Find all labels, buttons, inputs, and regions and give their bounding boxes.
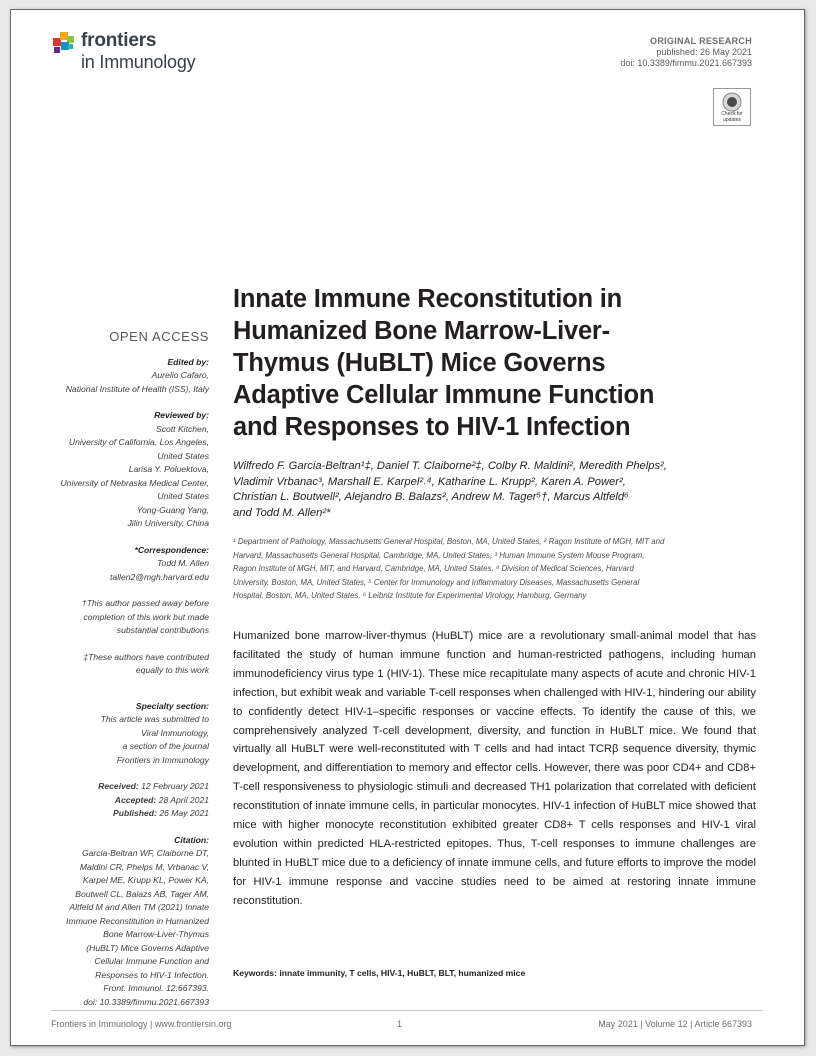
footer-divider xyxy=(51,1010,763,1011)
correspondence-label: *Correspondence: xyxy=(134,544,209,555)
dagger-note xyxy=(31,597,209,638)
article-meta xyxy=(620,36,752,69)
reviewer-line: Jilin University, China xyxy=(127,518,209,528)
reviewer-line: United States xyxy=(157,491,209,501)
specialty-line: This article was submitted to xyxy=(100,714,209,724)
author-line: Vladimir Vrbanac³, Marshall E. Karpel²˒⁴, Katharine L. Krupp², Karen A. Power², xyxy=(233,475,626,488)
updates-line2: updates xyxy=(723,116,741,123)
citation-line: Front. Immunol. 12:667393. xyxy=(103,983,209,993)
citation-line[interactable]: doi: 10.3389/fimmu.2021.667393 xyxy=(83,996,209,1007)
reviewer-line: Larisa Y. Poluektova, xyxy=(128,464,209,474)
edited-by-label: Edited by: xyxy=(167,356,209,367)
correspondence-name: Todd M. Allen xyxy=(157,558,209,568)
citation-line: Garcia-Beltran WF, Claiborne DT, xyxy=(81,848,209,858)
received-row xyxy=(31,780,209,794)
reviewer-line: Yong-Guang Yang, xyxy=(136,504,209,515)
sidebar xyxy=(31,330,209,1022)
published-row xyxy=(31,807,209,821)
journal-name-top: frontiers xyxy=(81,30,157,51)
affiliation-line: University, Boston, MA, United States, ⁵ Center for Immunology and Inflammatory Diseases, Massachusetts General xyxy=(233,577,640,587)
ddagger-note-line: equally to this work xyxy=(135,665,209,675)
published-label: Published: xyxy=(112,808,157,818)
dagger-note-line: substantial contributions xyxy=(116,625,209,635)
title-line: Humanized Bone Marrow-Liver- xyxy=(233,317,610,345)
keywords-list: innate immunity, T cells, HIV-1, HuBLT, BLT, humanized mice xyxy=(279,968,526,978)
reviewer-line: University of California, Los Angeles, xyxy=(68,437,209,447)
received-date: 12 February 2021 xyxy=(141,781,209,791)
editor-name: Aurelio Cafaro, xyxy=(151,370,209,380)
article-type: ORIGINAL RESEARCH xyxy=(650,36,752,46)
editor-affiliation: National Institute of Health (ISS), Italy xyxy=(65,383,209,394)
title-line: Adaptive Cellular Immune Function xyxy=(233,381,655,409)
page-number: 1 xyxy=(397,1019,403,1029)
citation-line: Maldini CR, Phelps M, Vrbanac V, xyxy=(79,861,209,872)
accepted-label: Accepted: xyxy=(114,794,157,805)
specialty-line: Frontiers in Immunology xyxy=(116,754,209,765)
citation-line: Boutwell CL, Balazs AB, Tager AM, xyxy=(75,888,209,899)
reviewer-line: University of Nebraska Medical Center, xyxy=(60,477,209,488)
specialty-line: a section of the journal xyxy=(122,741,209,751)
ddagger-note-line: ‡These authors have contributed xyxy=(83,651,209,662)
ddagger-note xyxy=(31,651,209,678)
citation-line: Responses to HIV-1 Infection. xyxy=(95,969,209,980)
specialty-block xyxy=(31,700,209,768)
affiliation-line: ¹ Department of Pathology, Massachusetts General Hospital, Boston, MA, United States, ² Ragon Institute of MGH, MIT and xyxy=(233,537,665,546)
journal-logo[interactable] xyxy=(51,28,231,80)
citation-label: Citation: xyxy=(174,834,209,845)
keywords xyxy=(233,968,753,978)
affiliation-line: Ragon Institute of MGH, MIT, and Harvard, Cambridge, MA, United States, ⁴ Division of Medical Sciences, Harvard xyxy=(233,564,634,573)
edited-by-block xyxy=(31,356,209,397)
published-sidebar-date: 26 May 2021 xyxy=(159,808,209,818)
title-line: and Responses to HIV-1 Infection xyxy=(233,413,631,441)
correspondence-email[interactable]: tallen2@mgh.harvard.edu xyxy=(109,571,209,582)
correspondence-block xyxy=(31,544,209,585)
published-date: published: 26 May 2021 xyxy=(656,47,752,57)
author-line: Wilfredo F. Garcia-Beltran¹‡, Daniel T. Claiborne²‡, Colby R. Maldini², Meredith Phelps², xyxy=(233,460,667,472)
citation-block xyxy=(31,834,209,1010)
author-line: Christian L. Boutwell², Alejandro B. Balazs², Andrew M. Tager⁵†, Marcus Altfeld⁶ xyxy=(233,491,629,503)
citation-line: (HuBLT) Mice Governs Adaptive xyxy=(86,942,209,953)
article-doi[interactable]: doi: 10.3389/fimmu.2021.667393 xyxy=(620,58,752,68)
citation-line: Cellular Immune Function and xyxy=(94,956,209,966)
accepted-date: 28 April 2021 xyxy=(158,794,209,805)
dates-block xyxy=(31,780,209,821)
updates-line1: Check for xyxy=(721,111,743,117)
footer-issue-info: May 2021 | Volume 12 | Article 667393 xyxy=(598,1019,752,1029)
crossmark-icon xyxy=(722,92,742,112)
author-line: and Todd M. Allen²* xyxy=(233,506,331,519)
footer-journal-link[interactable]: Frontiers in Immunology | www.frontiersin.org xyxy=(51,1019,232,1029)
paper-page xyxy=(10,9,805,1046)
title-line: Thymus (HuBLT) Mice Governs xyxy=(233,349,606,377)
citation-line: Immune Reconstitution in Humanized xyxy=(66,915,209,926)
open-access-label: OPEN ACCESS xyxy=(109,329,209,344)
accepted-row xyxy=(31,794,209,808)
affiliation-line: Harvard, Massachusetts General Hospital, Cambridge, MA, United States, ³ Human Immune System Mouse Program, xyxy=(233,550,645,560)
article-title xyxy=(233,283,753,443)
reviewed-by-block xyxy=(31,409,209,531)
received-label: Received: xyxy=(98,781,139,791)
citation-line: Altfeld M and Allen TM (2021) Innate xyxy=(69,902,209,912)
journal-name-bottom: in Immunology xyxy=(81,52,196,72)
title-line: Innate Immune Reconstitution in xyxy=(233,285,623,313)
dagger-note-line: †This author passed away before xyxy=(81,598,209,608)
reviewed-by-label: Reviewed by: xyxy=(154,410,209,420)
specialty-label: Specialty section: xyxy=(135,700,209,711)
reviewer-line: United States xyxy=(157,450,209,461)
keywords-label: Keywords: xyxy=(233,968,277,978)
citation-line: Karpel ME, Krupp KL, Power KA, xyxy=(82,875,209,885)
affiliations xyxy=(233,535,753,603)
check-for-updates-label xyxy=(714,112,750,123)
dagger-note-line: completion of this work but made xyxy=(83,611,209,622)
reviewer-line: Scott Kitchen, xyxy=(155,423,209,434)
citation-line: Bone Marrow-Liver-Thymus xyxy=(103,929,209,939)
specialty-line: Viral Immunology, xyxy=(141,727,209,738)
abstract: Humanized bone marrow-liver-thymus (HuBLT) mice are a revolutionary small-animal model that has facilitated the study of human immune function and human-restricted pathogens, including human immunodeficiency virus type 1 (HIV-1). These mice recapitulate many aspects of acute and chronic HIV-1 infection, but exhibit weak and variable T-cell responses when challenged with HIV-1, hindering our ability to confidently detect HIV-1–specific responses or vaccine effects. To identify the cause of this, we comprehensively analyzed T-cell development, diversity, and function in HuBLT mice. We found that virtually all HuBLT were well-reconstituted with T cells and had intact TCRβ sequence diversity, thymic development, and differentiation to memory and effector cells. However, there was poor CD4+ and CD8+ T-cell responsiveness to physiologic stimuli and decreased TH1 polarization that correlated with deficient reconstitution of innate immune cells, in particular monocytes. HIV-1 infection of HuBLT mice showed that mice with higher monocyte reconstitution exhibited greater CD8+ T cells responses and HIV-1 viral evolution within predicted HLA-restricted epitopes. Thus, T-cell responses to immune challenges are blunted in HuBLT mice due to a deficiency of innate immune cells, and future efforts to improve the model for HIV-1 immune response and vaccine studies need to be aimed at restoring innate immune reconstitution. xyxy=(233,630,756,907)
check-for-updates-button[interactable] xyxy=(713,88,751,126)
frontiers-logo-icon xyxy=(51,30,77,56)
affiliation-line: Hospital, Boston, MA, United States, ⁶ Leibniz Institute for Experimental Virology, Hamburg, Germany xyxy=(233,591,587,600)
author-list xyxy=(233,459,753,521)
